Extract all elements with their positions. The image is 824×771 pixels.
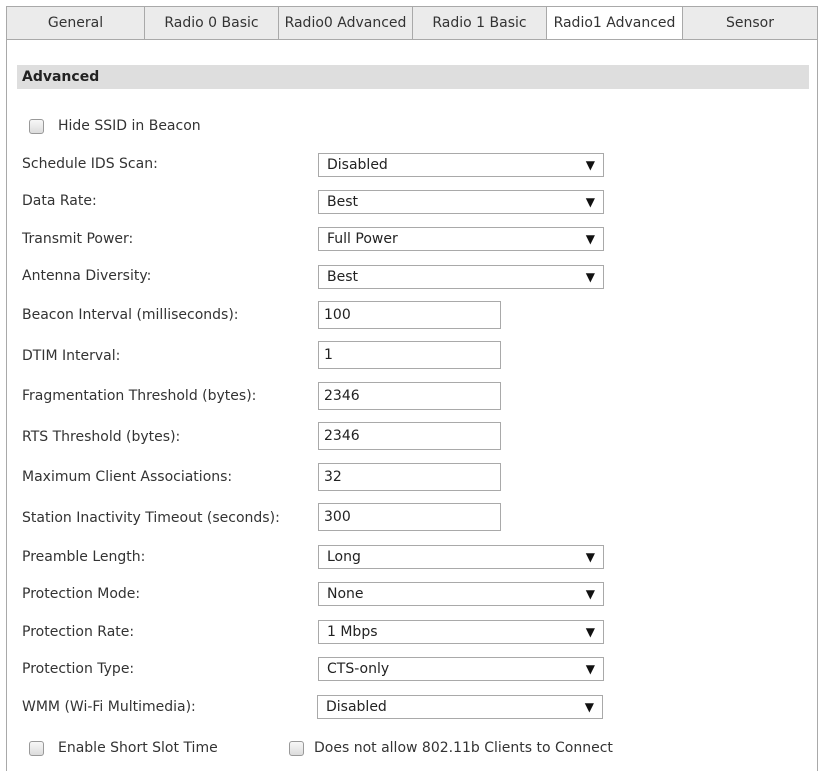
fragmentation-threshold-label: Fragmentation Threshold (bytes): [22, 388, 257, 404]
wmm-label: WMM (Wi-Fi Multimedia): [22, 699, 196, 715]
chevron-down-icon: ▼ [584, 700, 594, 714]
preamble-length-label: Preamble Length: [22, 549, 146, 565]
preamble-length-select[interactable] [318, 545, 604, 569]
antenna-diversity-select[interactable] [318, 265, 604, 289]
chevron-down-icon: ▼ [585, 662, 595, 676]
preamble-length-value: Long [327, 549, 361, 565]
transmit-power-value: Full Power [327, 231, 398, 247]
chevron-down-icon: ▼ [585, 625, 595, 639]
chevron-down-icon: ▼ [585, 158, 595, 172]
fragmentation-threshold-input[interactable]: 2346 [318, 382, 501, 410]
disallow-11b-checkbox[interactable] [289, 741, 304, 756]
schedule-ids-scan-value: Disabled [327, 157, 388, 173]
data-rate-label: Data Rate: [22, 193, 97, 209]
beacon-interval-label: Beacon Interval (milliseconds): [22, 307, 239, 323]
tab-radio1-basic[interactable]: Radio 1 Basic [413, 7, 547, 40]
max-client-associations-label: Maximum Client Associations: [22, 469, 233, 485]
chevron-down-icon: ▼ [585, 232, 595, 246]
antenna-diversity-label: Antenna Diversity: [22, 268, 152, 284]
hide-ssid-checkbox[interactable] [29, 119, 44, 134]
rts-threshold-input[interactable]: 2346 [318, 422, 501, 450]
protection-mode-value: None [327, 586, 364, 602]
tab-radio0-advanced[interactable]: Radio0 Advanced [279, 7, 413, 40]
dtim-interval-label: DTIM Interval: [22, 348, 121, 364]
data-rate-value: Best [327, 194, 359, 210]
disallow-11b-row [289, 740, 613, 756]
tab-radio1-advanced[interactable]: Radio1 Advanced [547, 7, 683, 41]
protection-rate-value: 1 Mbps [327, 624, 378, 640]
protection-type-value: CTS-only [327, 661, 390, 677]
transmit-power-label: Transmit Power: [22, 231, 134, 247]
settings-panel [6, 39, 818, 771]
protection-rate-label: Protection Rate: [22, 624, 135, 640]
protection-type-label: Protection Type: [22, 661, 135, 677]
protection-mode-select[interactable] [318, 582, 604, 606]
chevron-down-icon: ▼ [585, 195, 595, 209]
chevron-down-icon: ▼ [585, 550, 595, 564]
protection-mode-label: Protection Mode: [22, 586, 141, 602]
transmit-power-select[interactable] [318, 227, 604, 251]
chevron-down-icon: ▼ [585, 587, 595, 601]
tab-bar [6, 6, 818, 40]
section-title: Advanced [17, 65, 809, 89]
station-inactivity-timeout-input[interactable]: 300 [318, 503, 501, 531]
hide-ssid-label: Hide SSID in Beacon [58, 118, 201, 134]
tab-sensor[interactable]: Sensor [683, 7, 817, 40]
tab-radio0-basic[interactable]: Radio 0 Basic [145, 7, 279, 40]
short-slot-time-checkbox[interactable] [29, 741, 44, 756]
wmm-value: Disabled [326, 699, 387, 715]
max-client-associations-input[interactable]: 32 [318, 463, 501, 491]
protection-type-select[interactable] [318, 657, 604, 681]
antenna-diversity-value: Best [327, 269, 359, 285]
hide-ssid-row [29, 118, 201, 134]
beacon-interval-input[interactable]: 100 [318, 301, 501, 329]
schedule-ids-scan-select[interactable] [318, 153, 604, 177]
schedule-ids-scan-label: Schedule IDS Scan: [22, 156, 158, 172]
data-rate-select[interactable] [318, 190, 604, 214]
station-inactivity-timeout-label: Station Inactivity Timeout (seconds): [22, 510, 280, 526]
short-slot-time-row [29, 740, 218, 756]
rts-threshold-label: RTS Threshold (bytes): [22, 429, 181, 445]
short-slot-time-label: Enable Short Slot Time [58, 740, 218, 756]
tab-general[interactable]: General [7, 7, 145, 40]
dtim-interval-input[interactable]: 1 [318, 341, 501, 369]
wmm-select[interactable] [317, 695, 603, 719]
disallow-11b-label: Does not allow 802.11b Clients to Connect [314, 740, 613, 756]
protection-rate-select[interactable] [318, 620, 604, 644]
chevron-down-icon: ▼ [585, 270, 595, 284]
